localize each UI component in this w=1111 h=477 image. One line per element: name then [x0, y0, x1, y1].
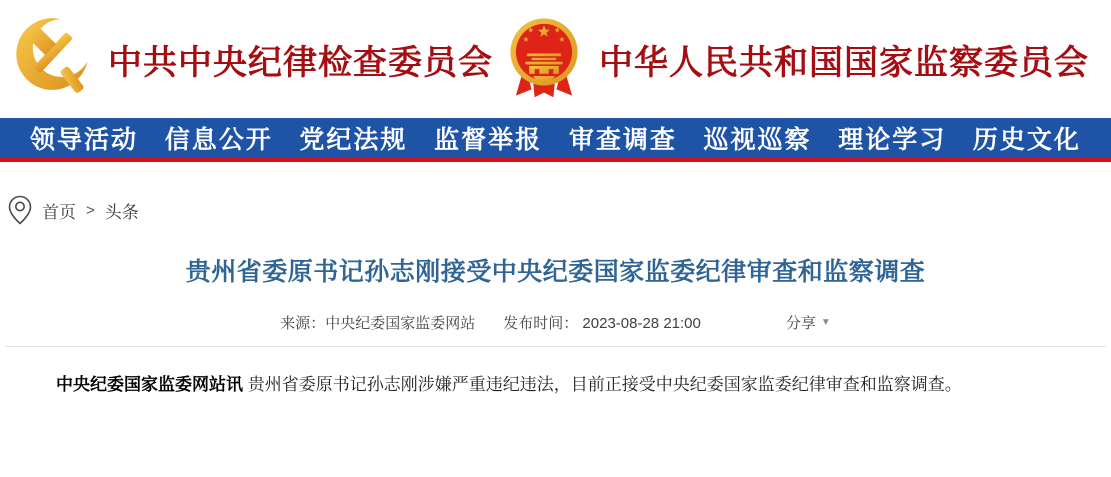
meta-divider	[5, 346, 1106, 347]
breadcrumb-current-link[interactable]: 头条	[104, 202, 139, 222]
ccdi-logo-link[interactable]	[14, 15, 493, 103]
nav-item-theory-study[interactable]: 理论学习	[838, 126, 947, 154]
meta-source	[280, 312, 475, 333]
meta-publish-time	[503, 312, 701, 333]
breadcrumb	[8, 195, 1111, 225]
meta-time-label: 发布时间：	[503, 315, 579, 332]
share-button[interactable]	[786, 312, 831, 333]
breadcrumb-separator: >	[86, 201, 95, 219]
meta-time-value: 2023-08-28 21:00	[582, 315, 701, 332]
chevron-down-icon: ▼	[820, 317, 831, 328]
share-label: 分享	[785, 315, 816, 332]
article-body	[22, 372, 1089, 398]
main-nav	[0, 118, 1111, 162]
nav-item-supervision-reporting[interactable]: 监督举报	[434, 126, 543, 154]
site-header	[0, 0, 1111, 118]
breadcrumb-home-link[interactable]: 首页	[42, 202, 76, 222]
article-title: 贵州省委原书记孙志刚接受中央纪委国家监委纪律审查和监察调查	[185, 258, 926, 286]
nav-item-inspection-tours[interactable]: 巡视巡察	[703, 126, 812, 154]
nsc-logo-link[interactable]	[505, 15, 1089, 103]
national-emblem-icon	[505, 15, 583, 103]
article-body-text: 贵州省委原书记孙志刚涉嫌严重违纪违法，目前正接受中央纪委国家监委纪律审查和监察调查。	[243, 375, 962, 394]
meta-source-label: 来源：	[280, 315, 326, 332]
article-meta	[0, 312, 1111, 333]
nav-item-party-discipline-regulations[interactable]: 党纪法规	[299, 126, 408, 154]
ccdi-name: 中共中央纪律检查委员会	[108, 44, 493, 82]
nav-item-review-investigation[interactable]: 审查调查	[568, 126, 677, 154]
location-pin-icon	[8, 195, 32, 225]
nav-item-leader-activities[interactable]: 领导活动	[30, 126, 139, 154]
nav-item-history-culture[interactable]: 历史文化	[972, 126, 1081, 154]
nav-item-information-disclosure[interactable]: 信息公开	[164, 126, 273, 154]
meta-source-value: 中央纪委国家监委网站	[325, 315, 476, 332]
party-emblem-icon	[14, 15, 92, 103]
article-body-lead: 中央纪委国家监委网站讯	[56, 375, 243, 394]
nsc-name: 中华人民共和国国家监察委员会	[599, 44, 1089, 82]
